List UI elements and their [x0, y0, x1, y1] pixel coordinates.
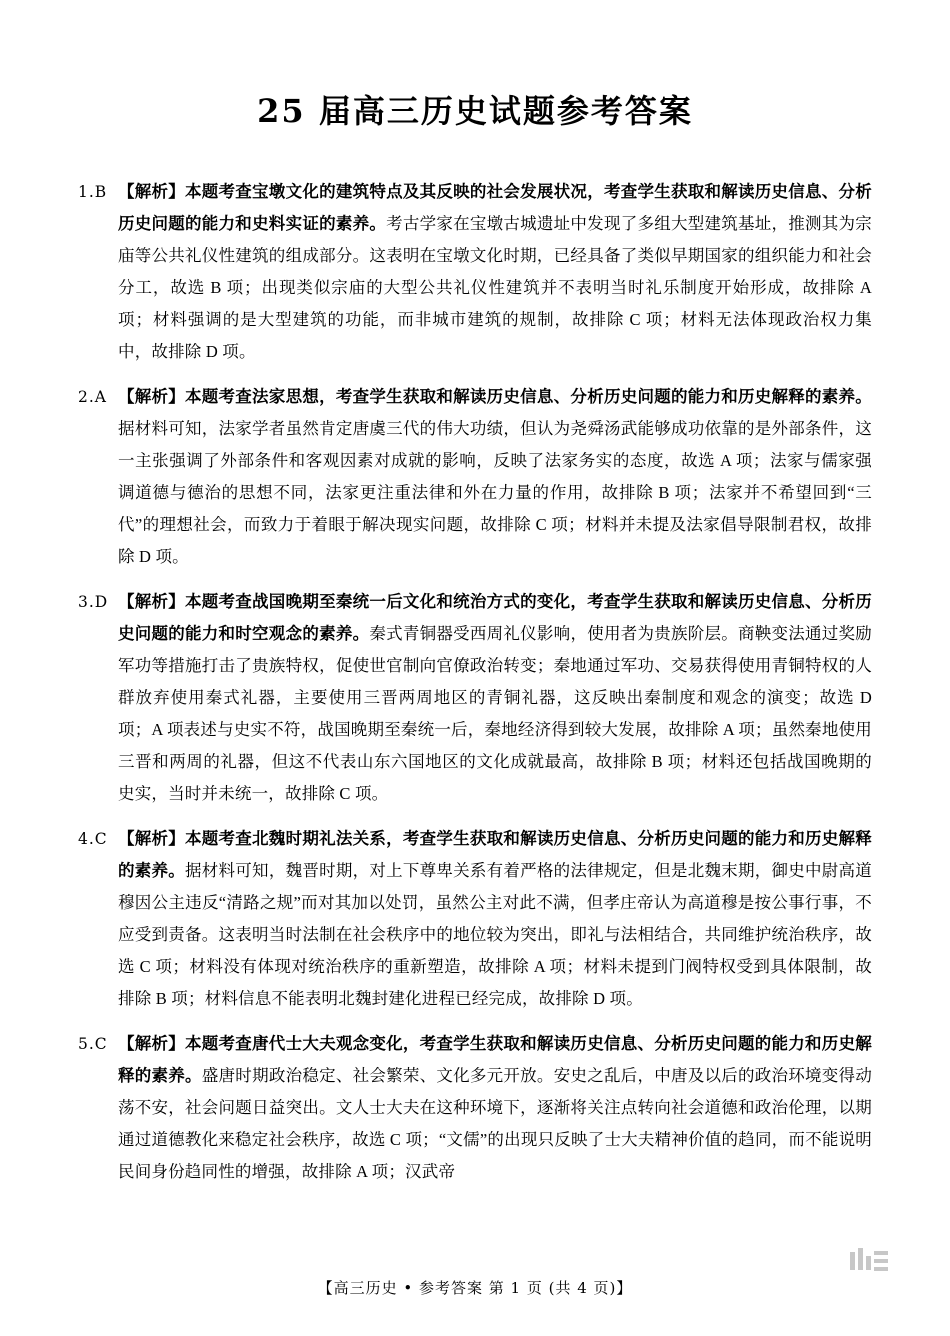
- answer-choice: B: [94, 183, 108, 201]
- answer-analysis-lead: 【解析】本题考查法家思想，考查学生获取和解读历史信息、分析历史问题的能力和历史解释的素养。: [118, 387, 872, 406]
- answer-number: [78, 586, 118, 618]
- answer-analysis-lead: 【解析】本题考查战国晚期至秦统一后文化和统治方式的变化，考查学生获取和解读历史信息、分析历史问题的能力和时空观念的素养。: [118, 592, 872, 643]
- answer-number-text: 2.: [78, 388, 95, 406]
- answer-item: [78, 1028, 872, 1188]
- answer-body: [118, 381, 872, 573]
- answer-item: [78, 823, 872, 1015]
- page-title: 25 届高三历史试题参考答案: [257, 92, 693, 130]
- answer-item: [78, 586, 872, 810]
- answer-number: [78, 823, 118, 855]
- answer-analysis-text: 据材料可知，法家学者虽然肯定唐虞三代的伟大功绩，但认为尧舜汤武能够成功依靠的是外部条件，这一主张强调了外部条件和客观因素对成就的影响，反映了法家务实的态度，故选 A 项；法家与儒家强调道德与德治的思想不同，法家更注重法律和外在力量的作用，故排除 B 项；法家并不希望回到“三代”的理想社会，而致力于着眼于解决现实问题，故排除 C 项；材料并未提及法家倡导限制君权，故排除 D 项。: [118, 419, 872, 566]
- answer-choice: C: [94, 830, 108, 848]
- page-footer-text: 【高三历史 • 参考答案 第 1 页 (共 4 页)】: [317, 1279, 633, 1297]
- answer-body: [118, 586, 872, 810]
- answer-item: [78, 176, 872, 368]
- answer-choice: D: [94, 593, 109, 611]
- answer-item: [78, 381, 872, 573]
- answer-choice: A: [94, 388, 107, 406]
- answer-number-text: 5.: [78, 1035, 95, 1053]
- answer-body: [118, 176, 872, 368]
- answer-analysis-text: 盛唐时期政治稳定、社会繁荣、文化多元开放。安史之乱后，中唐及以后的政治环境变得动荡不安，社会问题日益突出。文人士大夫在这种环境下，逐渐将关注点转向社会道德和政治伦理，以期通过道德教化来稳定社会秩序，故选 C 项；“文儒”的出现只反映了士大夫精神价值的趋同，而不能说明民间身份趋同性的增强，故排除 A 项；汉武帝: [118, 1066, 873, 1181]
- answer-analysis-text: 考古学家在宝墩古城遗址中发现了多组大型建筑基址，推测其为宗庙等公共礼仪性建筑的组成部分。这表明在宝墩文化时期，已经具备了类似早期国家的组织能力和社会分工，故选 B 项；出现类似宗庙的大型公共礼仪性建筑并不表明当时礼乐制度开始形成，故排除 A 项；材料强调的是大型建筑的功能，而非城市建筑的规制，故排除 C 项；材料无法体现政治权力集中，故排除 D 项。: [118, 214, 872, 361]
- answer-number: [78, 176, 118, 208]
- answer-analysis-lead: 【解析】本题考查唐代士大夫观念变化，考查学生获取和解读历史信息、分析历史问题的能力和历史解释的素养。: [118, 1034, 872, 1085]
- answer-number: [78, 381, 118, 413]
- answer-analysis-lead: 【解析】本题考查宝墩文化的建筑特点及其反映的社会发展状况，考查学生获取和解读历史信息、分析历史问题的能力和史料实证的素养。: [118, 182, 872, 233]
- answer-number-text: 3.: [78, 593, 95, 611]
- answer-analysis-lead: 【解析】本题考查北魏时期礼法关系，考查学生获取和解读历史信息、分析历史问题的能力和历史解释的素养。: [118, 829, 872, 880]
- answer-analysis-text: 秦式青铜器受西周礼仪影响，使用者为贵族阶层。商鞅变法通过奖励军功等措施打击了贵族特权，促使世官制向官僚政治转变；秦地通过军功、交易获得使用青铜特权的人群放弃使用秦式礼器，主要使用三晋两周地区的青铜礼器，这反映出秦制度和观念的演变；故选 D 项；A 项表述与史实不符，战国晚期至秦统一后，秦地经济得到较大发展，故排除 A 项；虽然秦地使用三晋和两周的礼器，但这不代表山东六国地区的文化成就最高，故排除 B 项；材料还包括战国晚期的史实，当时并未统一，故排除 C 项。: [118, 624, 873, 803]
- answer-body: [118, 1028, 872, 1188]
- publisher-logo-icon: [850, 1248, 890, 1274]
- answer-choice: C: [94, 1035, 108, 1053]
- answer-number-text: 1.: [78, 183, 95, 201]
- answer-body: [118, 823, 872, 1015]
- answer-number-text: 4.: [78, 830, 95, 848]
- answer-analysis-text: 据材料可知，魏晋时期，对上下尊卑关系有着严格的法律规定，但是北魏末期，御史中尉高道穆因公主违反“清路之规”而对其加以处罚，虽然公主对此不满，但孝庄帝认为高道穆是按公事行事，不应受到责备。这表明当时法制在社会秩序中的地位较为突出，即礼与法相结合，共同维护统治秩序，故选 C 项；材料没有体现对统治秩序的重新塑造，故排除 A 项；材料未提到门阀特权受到具体限制，故排除 B 项；材料信息不能表明北魏封建化进程已经完成，故排除 D 项。: [118, 861, 872, 1008]
- page-footer: [0, 1277, 950, 1298]
- answers-list: [0, 140, 950, 1188]
- answer-number: [78, 1028, 118, 1060]
